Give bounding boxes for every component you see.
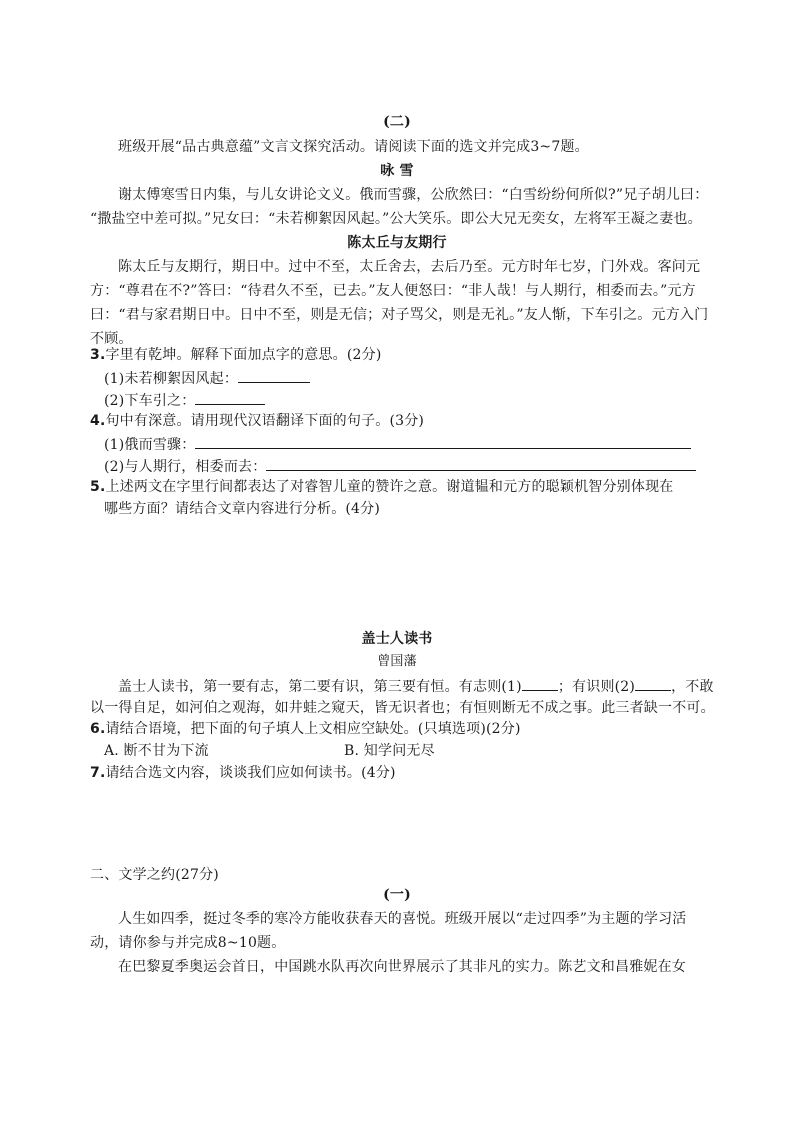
passage-text: ；有识则(2) <box>557 679 636 695</box>
question-7 <box>90 764 396 782</box>
question-4-item-1 <box>104 434 691 454</box>
answer-blank-1[interactable] <box>522 676 558 691</box>
passage-title-dushu: 盖士人读书 <box>361 631 433 647</box>
intro-line: 在巴黎夏季奥运会首日，中国跳水队再次向世界展示了其非凡的实力。陈艺文和昌雅妮在女 <box>118 959 686 975</box>
passage-text: ，不敢 <box>671 679 714 695</box>
passage-title-chentaiqiu: 陈太丘与友期行 <box>347 235 447 251</box>
question-4-item-2 <box>104 456 696 476</box>
question-number: 6. <box>90 721 106 737</box>
question-5 <box>90 478 673 496</box>
question-text: 上述两文在字里行间都表达了对睿智儿童的赞许之意。谢道韫和元方的聪颖机智分别体现在 <box>105 479 674 495</box>
passage-line: 方：“尊君在不?”答曰：“待君久不至，已去。”友人便怒曰：“非人哉！与人期行，相委而去。”元方 <box>90 283 696 299</box>
question-number: 4. <box>90 413 106 429</box>
question-number: 3. <box>90 347 106 363</box>
part-heading: 二、文学之约(27分) <box>90 867 219 883</box>
passage-title-yongxue: 咏 雪 <box>380 163 414 179</box>
item-label: (2)与人期行，相委而去： <box>104 459 267 475</box>
question-5-line-2: 哪些方面？请结合文章内容进行分析。(4分) <box>104 501 381 517</box>
question-3 <box>90 346 382 364</box>
passage-line: 谢太傅寒雪日内集，与儿女讲论文义。俄而雪骤，公欣然曰：“白雪纷纷何所似?”兄子胡儿曰： <box>118 187 709 203</box>
answer-blank[interactable] <box>238 368 310 383</box>
answer-blank[interactable] <box>195 390 265 405</box>
passage-author: 曾国藩 <box>377 654 417 669</box>
question-4 <box>90 412 424 430</box>
answer-blank-2[interactable] <box>635 676 671 691</box>
passage-line: 不顾。 <box>90 331 133 347</box>
question-6 <box>90 720 521 738</box>
passage-line-with-blanks <box>118 676 714 696</box>
question-text: 请结合语境，把下面的句子填人上文相应空缺处。(只填选项)(2分) <box>105 721 521 737</box>
question-text: 请结合选文内容，谈谈我们应如何读书。(4分) <box>105 765 396 781</box>
section-header: (一) <box>383 887 411 903</box>
question-text: 字里有乾坤。解释下面加点字的意思。(2分) <box>105 347 382 363</box>
item-label: (2)下车引之： <box>104 393 196 409</box>
passage-line: 曰：“君与家君期日中。日中不至，则是无信；对子骂父，则是无礼。”友人惭，下车引之。元方入门 <box>90 307 709 323</box>
question-text: 句中有深意。请用现代汉语翻译下面的句子。(3分) <box>105 413 425 429</box>
question-3-item-2 <box>104 390 265 410</box>
passage-text: 盖士人读书，第一要有志，第二要有识，第三要有恒。有志则(1) <box>118 679 522 695</box>
section-header: (二) <box>383 114 411 130</box>
item-label: (1)俄而雪骤： <box>104 437 196 453</box>
intro-line: 人生如四季，挺过冬季的寒冷方能收获春天的喜悦。班级开展以“走过四季”为主题的学习活 <box>118 911 687 927</box>
passage-line: “撒盐空中差可拟。”兄女曰：“未若柳絮因风起。”公大笑乐。即公大兄无奕女，左将军王凝之妻也。 <box>90 211 702 227</box>
intro-line: 动，请你参与并完成8~10题。 <box>90 935 286 951</box>
section-intro: 班级开展“品古典意蕴”文言文探究活动。请阅读下面的选文并完成3~7题。 <box>118 139 589 155</box>
option-a: A. 断不甘为下流 <box>104 743 209 759</box>
question-number: 5. <box>90 479 106 495</box>
option-b: B. 知学问无尽 <box>344 743 435 759</box>
question-3-item-1 <box>104 368 310 388</box>
passage-line: 以一得自足，如河伯之观海，如井蛙之窥天，皆无识者也；有恒则断无不成之事。此三者缺一不可。 <box>90 700 715 716</box>
item-label: (1)未若柳絮因风起： <box>104 371 239 387</box>
answer-blank[interactable] <box>195 434 691 449</box>
passage-line: 陈太丘与友期行，期日中。过中不至，太丘舍去，去后乃至。元方时年七岁，门外戏。客问元 <box>118 259 701 275</box>
answer-blank[interactable] <box>266 456 696 471</box>
question-number: 7. <box>90 765 106 781</box>
